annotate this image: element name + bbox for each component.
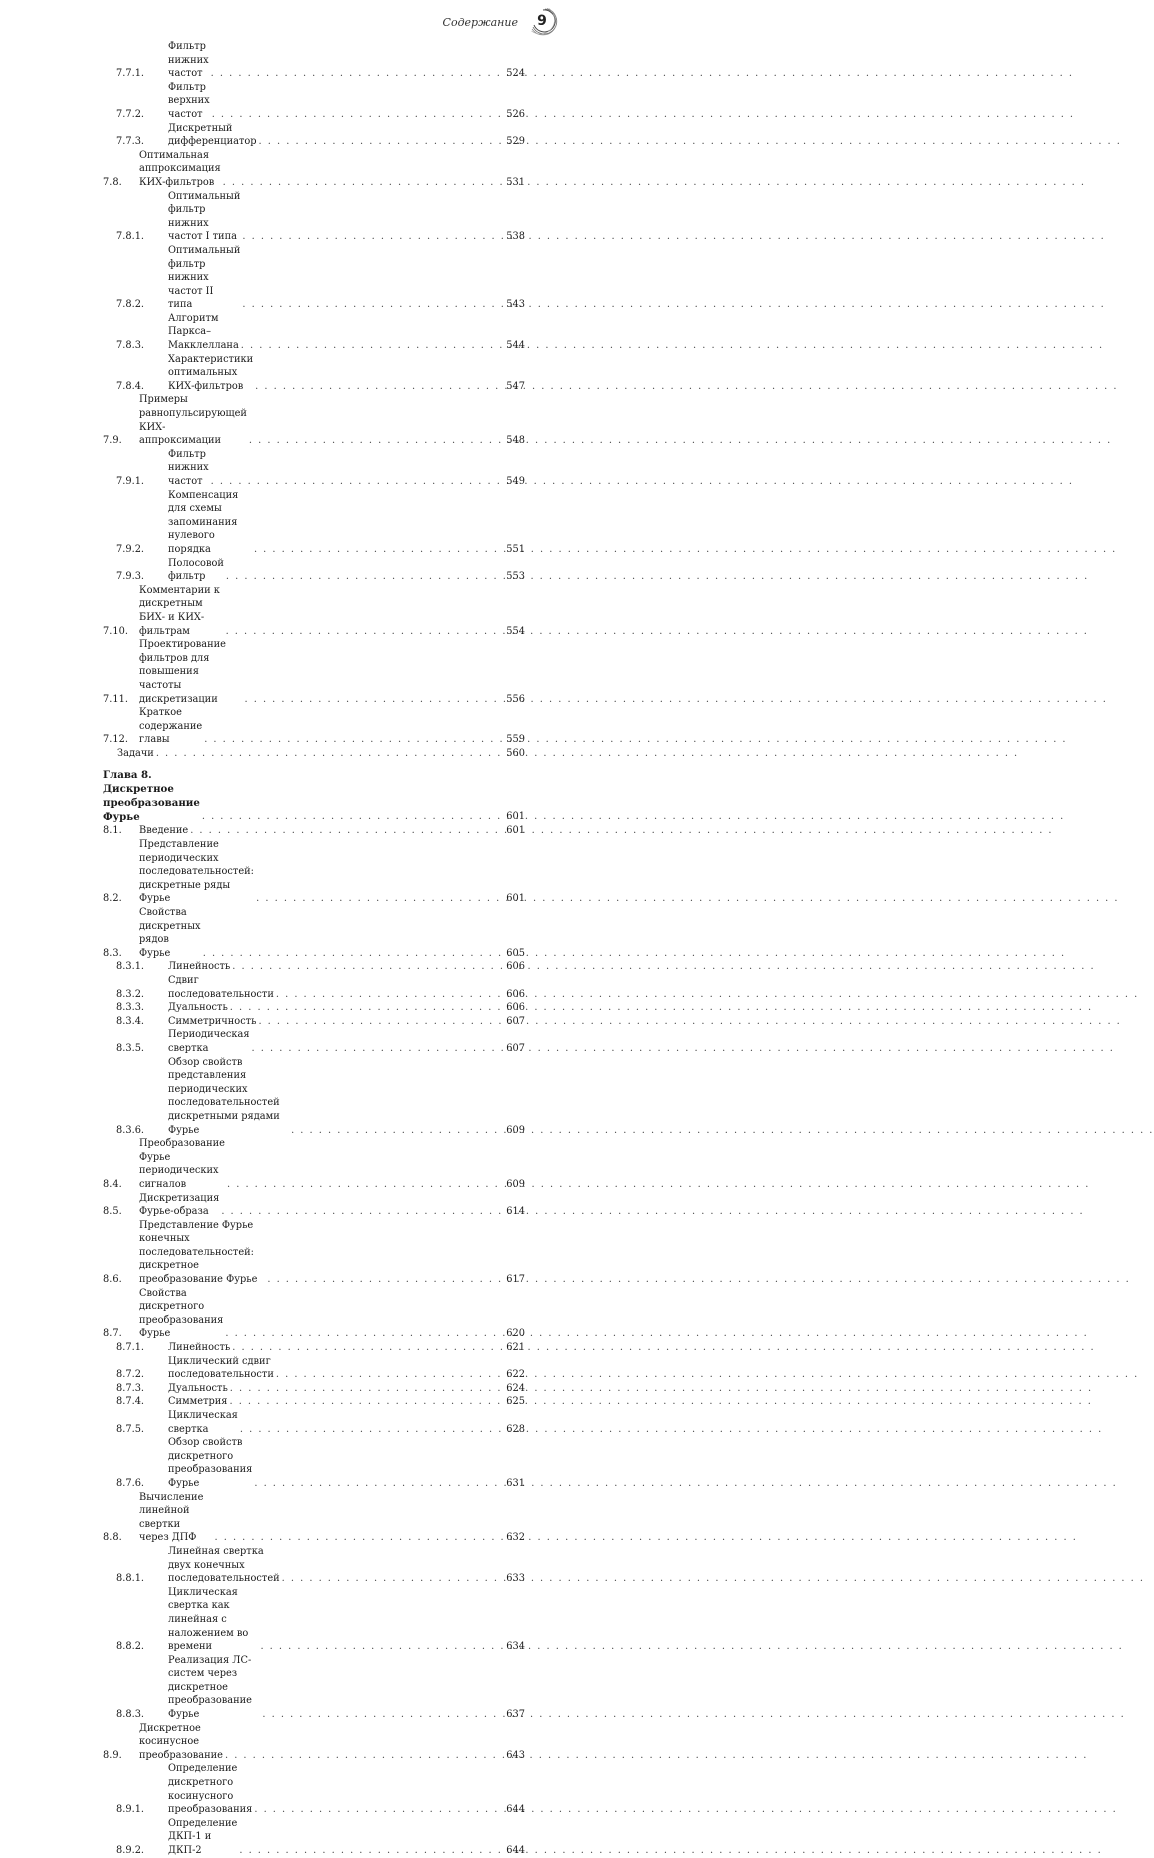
section-title: Свойства дискретных рядов Фурье bbox=[139, 907, 201, 959]
section-page: 621 bbox=[506, 1342, 525, 1354]
section-page: 606 bbox=[506, 988, 525, 1000]
toc-entry[interactable] bbox=[103, 584, 525, 638]
section-number: 7.12. bbox=[103, 734, 128, 746]
section-number: 8.7.1. bbox=[116, 1342, 145, 1354]
section-number: 8.3.1. bbox=[116, 961, 145, 973]
dot-leader bbox=[254, 543, 499, 557]
section-title: Линейность bbox=[168, 961, 231, 973]
section-title: Вычисление линейной свертки через ДПФ bbox=[139, 1491, 204, 1544]
dot-leader bbox=[227, 1178, 499, 1192]
dot-leader bbox=[242, 298, 499, 312]
section-page: 637 bbox=[506, 1709, 525, 1721]
section-page: 628 bbox=[506, 1423, 525, 1435]
section-number: 7.8.2. bbox=[116, 299, 145, 311]
section-page: 644 bbox=[506, 1804, 525, 1816]
toc-entry[interactable] bbox=[103, 960, 525, 974]
section-title: Алгоритм Паркса–Макклеллана bbox=[168, 312, 239, 352]
section-number: 8.3. bbox=[103, 947, 122, 959]
section-number: 8.8. bbox=[103, 1532, 122, 1544]
running-header bbox=[443, 8, 560, 36]
dot-leader bbox=[156, 747, 499, 761]
section-title: Линейность bbox=[168, 1342, 231, 1354]
toc-entry[interactable] bbox=[103, 1817, 525, 1858]
section-number: 7.9. bbox=[103, 435, 122, 447]
dot-leader bbox=[276, 988, 499, 1002]
chapter-title-entry[interactable] bbox=[103, 782, 525, 824]
page-number-badge bbox=[530, 7, 560, 37]
toc-entry[interactable] bbox=[103, 81, 525, 122]
toc-entry[interactable] bbox=[103, 706, 525, 747]
section-title: Представление периодических последовательностей: дискретные ряды Фурье bbox=[139, 839, 254, 905]
toc-entry[interactable] bbox=[103, 1015, 525, 1029]
toc-entry[interactable] bbox=[103, 838, 525, 906]
section-title: Периодическая свертка bbox=[168, 1029, 250, 1054]
section-page: 601 bbox=[506, 825, 525, 837]
section-number: 7.10. bbox=[103, 625, 128, 637]
toc-entry[interactable] bbox=[103, 1395, 525, 1409]
section-page: 609 bbox=[506, 1124, 525, 1136]
section-page: 624 bbox=[506, 1382, 525, 1394]
section-title: Сдвиг последовательности bbox=[168, 975, 274, 1000]
section-title: Дуальность bbox=[168, 1382, 228, 1394]
section-page: 544 bbox=[506, 340, 525, 352]
section-page: 524 bbox=[506, 68, 525, 80]
section-title: Преобразование Фурье периодических сигналов bbox=[139, 1138, 225, 1190]
section-title: Симметричность bbox=[168, 1015, 257, 1027]
section-number: 7.9.3. bbox=[116, 571, 145, 583]
section-title: Обзор свойств представления периодических последовательностей дискретными рядами Фурье bbox=[168, 1056, 280, 1136]
dot-leader bbox=[240, 1423, 499, 1437]
section-page: 633 bbox=[506, 1573, 525, 1585]
section-page: 526 bbox=[506, 108, 525, 120]
toc-entry[interactable] bbox=[103, 1436, 525, 1490]
dot-leader bbox=[204, 733, 499, 747]
chapter-page: 601 bbox=[506, 811, 525, 823]
section-page: 547 bbox=[506, 380, 525, 392]
section-title: Полосовой фильтр bbox=[168, 557, 224, 583]
toc-entry[interactable] bbox=[103, 312, 525, 353]
section-title: Введение bbox=[139, 825, 189, 837]
toc-entry[interactable] bbox=[103, 974, 525, 1001]
section-page: 606 bbox=[506, 961, 525, 973]
section-number: 7.11. bbox=[103, 693, 128, 705]
section-number: 7.9.1. bbox=[116, 476, 145, 487]
section-number: 8.8.1. bbox=[116, 1573, 145, 1585]
section-page: 622 bbox=[506, 1369, 525, 1381]
dot-leader bbox=[260, 1640, 499, 1654]
toc-entry[interactable] bbox=[103, 1654, 525, 1722]
toc-entry[interactable] bbox=[103, 1028, 525, 1055]
section-page: 531 bbox=[506, 176, 525, 188]
dot-leader bbox=[252, 1042, 499, 1056]
dot-leader bbox=[190, 824, 499, 838]
section-number: 8.7.3. bbox=[116, 1382, 145, 1394]
section-page: 632 bbox=[506, 1532, 525, 1544]
dot-leader bbox=[212, 108, 499, 122]
toc-entry[interactable] bbox=[103, 906, 525, 960]
section-title: Оптимальный фильтр нижних частот I типа bbox=[168, 190, 241, 243]
section-page: 644 bbox=[506, 1845, 525, 1856]
toc-entry[interactable] bbox=[103, 1001, 525, 1015]
toc-entry[interactable] bbox=[103, 448, 525, 489]
dot-leader bbox=[244, 693, 499, 707]
toc-entry[interactable] bbox=[103, 1137, 525, 1191]
section-title: Компенсация для схемы запоминания нулевого порядка bbox=[168, 489, 239, 555]
section-title: Задачи bbox=[117, 747, 154, 759]
section-title: Комментарии к дискретным БИХ- и КИХ-фильтрам bbox=[139, 584, 220, 637]
dot-leader bbox=[223, 176, 499, 190]
dot-leader bbox=[249, 434, 499, 448]
section-title: Фильтр нижних частот bbox=[168, 41, 209, 80]
section-number: 8.3.2. bbox=[116, 988, 145, 1000]
section-page: 631 bbox=[506, 1477, 525, 1489]
section-title: Фильтр верхних частот bbox=[168, 81, 210, 120]
section-page: 625 bbox=[506, 1396, 525, 1408]
section-number: 8.3.5. bbox=[116, 1042, 145, 1054]
toc-entry[interactable] bbox=[103, 190, 525, 244]
section-title: Дискретное косинусное преобразование bbox=[139, 1722, 223, 1761]
page-number: 9 bbox=[537, 13, 547, 29]
section-page: 538 bbox=[506, 231, 525, 243]
toc-entry[interactable] bbox=[103, 1219, 525, 1287]
toc-entry[interactable] bbox=[103, 1491, 525, 1545]
table-of-contents bbox=[103, 40, 525, 1858]
section-number: 7.8.1. bbox=[116, 231, 145, 243]
dot-leader bbox=[254, 1803, 499, 1817]
toc-entry[interactable] bbox=[103, 489, 525, 557]
section-page: 559 bbox=[506, 734, 525, 746]
dot-leader bbox=[225, 1749, 499, 1763]
toc-section-chapter8 bbox=[103, 824, 525, 1857]
section-page: 607 bbox=[506, 1015, 525, 1027]
section-number: 7.8. bbox=[103, 176, 122, 188]
section-title: Оптимальный фильтр нижних частот II типа bbox=[168, 244, 241, 311]
section-number: 8.2. bbox=[103, 893, 122, 905]
toc-entry[interactable] bbox=[103, 149, 525, 190]
toc-entry[interactable] bbox=[103, 1762, 525, 1816]
section-page: 556 bbox=[506, 693, 525, 705]
section-number: 8.9.2. bbox=[116, 1845, 145, 1856]
section-number: 8.3.4. bbox=[116, 1015, 145, 1027]
dot-leader bbox=[229, 1395, 499, 1409]
section-title: Обзор свойств дискретного преобразования Фурье bbox=[168, 1437, 253, 1489]
section-number: 8.9.1. bbox=[116, 1804, 145, 1816]
section-number: 8.7.4. bbox=[116, 1396, 145, 1408]
dot-leader bbox=[256, 892, 499, 906]
dot-leader bbox=[226, 625, 499, 639]
section-title: Циклическая свертка bbox=[168, 1410, 238, 1435]
toc-entry[interactable] bbox=[103, 1341, 525, 1355]
section-number: 7.8.3. bbox=[116, 340, 145, 352]
section-page: 549 bbox=[506, 476, 525, 487]
dot-leader bbox=[276, 1368, 499, 1382]
toc-section-chapter7 bbox=[103, 40, 525, 760]
section-page: 620 bbox=[506, 1328, 525, 1340]
section-page: 606 bbox=[506, 1002, 525, 1014]
dot-leader bbox=[232, 960, 499, 974]
section-page: 609 bbox=[506, 1178, 525, 1190]
dot-leader bbox=[259, 135, 499, 149]
dot-leader bbox=[211, 475, 499, 489]
section-page: 617 bbox=[506, 1274, 525, 1286]
section-page: 554 bbox=[506, 625, 525, 637]
section-title: Симметрия bbox=[168, 1396, 228, 1408]
dot-leader bbox=[239, 1844, 499, 1858]
section-page: 634 bbox=[506, 1641, 525, 1653]
section-title: Дискретизация Фурье-образа bbox=[139, 1192, 220, 1218]
toc-entry[interactable] bbox=[103, 1056, 525, 1138]
section-number: 8.8.3. bbox=[116, 1709, 145, 1721]
toc-entry[interactable] bbox=[103, 1192, 525, 1219]
dot-leader bbox=[241, 339, 499, 353]
running-header-title: Содержание bbox=[442, 15, 518, 29]
section-page: 614 bbox=[506, 1206, 525, 1218]
section-page: 551 bbox=[506, 543, 525, 555]
dot-leader bbox=[221, 1205, 499, 1219]
dot-leader bbox=[258, 1015, 499, 1029]
dot-leader bbox=[202, 810, 499, 824]
dot-leader bbox=[230, 1382, 499, 1396]
section-title: Представление Фурье конечных последовательностей: дискретное преобразование Фурье bbox=[139, 1219, 258, 1286]
toc-entry[interactable] bbox=[103, 1382, 525, 1396]
section-title: Определение дискретного косинусного преобразования bbox=[168, 1763, 253, 1816]
dot-leader bbox=[291, 1124, 499, 1138]
section-number: 7.7.3. bbox=[116, 136, 145, 148]
toc-entry[interactable] bbox=[103, 557, 525, 584]
toc-entry[interactable] bbox=[103, 1409, 525, 1436]
toc-entry[interactable] bbox=[103, 1355, 525, 1382]
chapter-label: Глава 8. bbox=[103, 769, 152, 782]
toc-entry[interactable] bbox=[103, 353, 525, 394]
section-number: 8.9. bbox=[103, 1749, 122, 1761]
toc-entry[interactable] bbox=[103, 1586, 525, 1654]
toc-entry[interactable] bbox=[103, 1545, 525, 1586]
section-number: 8.4. bbox=[103, 1178, 122, 1190]
dot-leader bbox=[211, 67, 499, 81]
section-number: 7.7.2. bbox=[116, 108, 145, 120]
section-page: 607 bbox=[506, 1042, 525, 1054]
section-number: 8.8.2. bbox=[116, 1641, 145, 1653]
section-title: Оптимальная аппроксимация КИХ-фильтров bbox=[139, 149, 221, 188]
section-page: 605 bbox=[506, 947, 525, 959]
section-number: 7.9.2. bbox=[116, 543, 145, 555]
section-number: 8.7. bbox=[103, 1328, 122, 1340]
toc-entry[interactable] bbox=[103, 1287, 525, 1341]
dot-leader bbox=[226, 570, 499, 584]
toc-entry[interactable] bbox=[103, 824, 525, 838]
section-title: Реализация ЛС-систем через дискретное преобразование Фурье bbox=[168, 1654, 252, 1721]
dot-leader bbox=[214, 1531, 499, 1545]
section-page: 643 bbox=[506, 1749, 525, 1761]
section-title: Примеры равнопульсирующей КИХ-аппроксимации bbox=[139, 394, 247, 447]
dot-leader bbox=[225, 1327, 499, 1341]
section-title: Фильтр нижних частот bbox=[168, 448, 209, 487]
dot-leader bbox=[230, 1001, 499, 1015]
toc-entry[interactable] bbox=[103, 1722, 525, 1763]
section-title: Циклический сдвиг последовательности bbox=[168, 1355, 274, 1381]
toc-entry[interactable] bbox=[103, 244, 525, 312]
section-title: Циклическая свертка как линейная с наложением во времени bbox=[168, 1586, 249, 1653]
dot-leader bbox=[255, 380, 499, 394]
section-page: 601 bbox=[506, 893, 525, 905]
toc-entry[interactable] bbox=[103, 638, 525, 706]
section-page: 543 bbox=[506, 299, 525, 311]
dot-leader bbox=[267, 1273, 499, 1287]
toc-entry[interactable] bbox=[103, 747, 525, 761]
toc-entry[interactable] bbox=[103, 40, 525, 81]
chapter-title: Дискретное преобразование Фурье bbox=[103, 783, 200, 824]
section-number: 7.8.4. bbox=[116, 380, 145, 392]
section-number: 8.3.3. bbox=[116, 1002, 145, 1014]
section-title: Дискретный дифференциатор bbox=[168, 122, 257, 148]
dot-leader bbox=[254, 1477, 499, 1491]
dot-leader bbox=[282, 1572, 499, 1586]
toc-entry[interactable] bbox=[103, 393, 525, 447]
section-number: 8.6. bbox=[103, 1274, 122, 1286]
section-title: Проектирование фильтров для повышения частоты дискретизации bbox=[139, 639, 226, 705]
section-number: 8.7.5. bbox=[116, 1423, 145, 1435]
section-number: 8.7.2. bbox=[116, 1369, 145, 1381]
dot-leader bbox=[262, 1708, 499, 1722]
section-page: 548 bbox=[506, 435, 525, 447]
section-title: Определение ДКП-1 и ДКП-2 bbox=[168, 1817, 238, 1856]
section-number: 8.3.6. bbox=[116, 1124, 145, 1136]
section-number: 7.7.1. bbox=[116, 68, 145, 80]
section-title: Линейная свертка двух конечных последовательностей bbox=[168, 1545, 280, 1585]
toc-entry[interactable] bbox=[103, 122, 525, 149]
section-title: Дуальность bbox=[168, 1002, 228, 1014]
section-number: 8.1. bbox=[103, 825, 122, 837]
dot-leader bbox=[232, 1341, 499, 1355]
section-title: Характеристики оптимальных КИХ-фильтров bbox=[168, 353, 254, 392]
dot-leader bbox=[203, 947, 499, 961]
section-page: 560 bbox=[506, 747, 525, 759]
section-title: Краткое содержание главы bbox=[139, 707, 203, 746]
section-page: 529 bbox=[506, 136, 525, 148]
section-page: 553 bbox=[506, 571, 525, 583]
section-number: 8.7.6. bbox=[116, 1477, 145, 1489]
section-title: Свойства дискретного преобразования Фурье bbox=[139, 1287, 224, 1340]
section-number: 8.5. bbox=[103, 1206, 122, 1218]
dot-leader bbox=[242, 230, 499, 244]
